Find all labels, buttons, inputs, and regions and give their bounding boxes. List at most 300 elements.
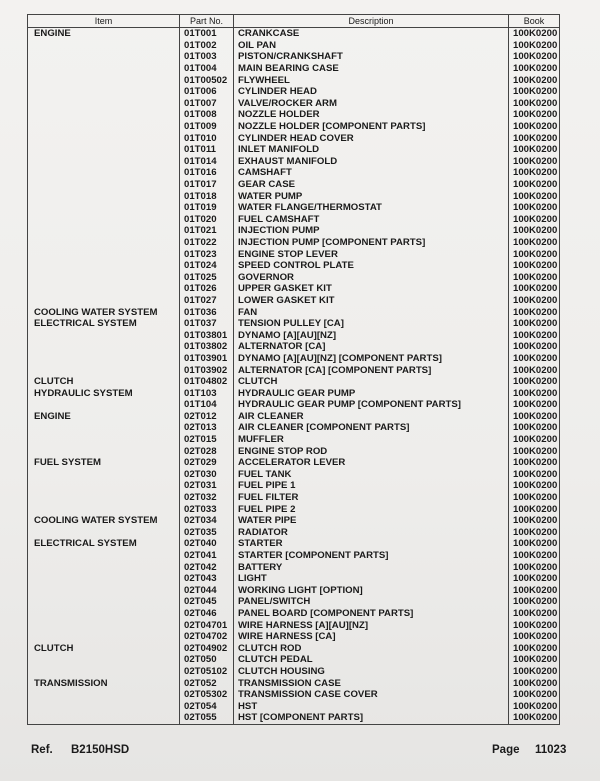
part-number-cell: 02T04902 <box>180 642 234 654</box>
book-cell: 100K0200 <box>509 515 560 527</box>
item-cell: HYDRAULIC SYSTEM <box>28 387 180 399</box>
parts-table <box>27 14 560 725</box>
description-cell: PANEL BOARD [COMPONENT PARTS] <box>234 608 509 620</box>
table-row <box>28 74 560 86</box>
table-row <box>28 480 560 492</box>
item-cell <box>28 202 180 214</box>
description-cell: INJECTION PUMP [COMPONENT PARTS] <box>234 237 509 249</box>
book-cell: 100K0200 <box>509 98 560 110</box>
part-number-cell: 02T012 <box>180 411 234 423</box>
part-number-cell: 01T03801 <box>180 329 234 341</box>
table-row <box>28 573 560 585</box>
book-cell: 100K0200 <box>509 422 560 434</box>
book-cell: 100K0200 <box>509 237 560 249</box>
part-number-cell: 01T002 <box>180 40 234 52</box>
part-number-cell: 01T027 <box>180 295 234 307</box>
book-cell: 100K0200 <box>509 295 560 307</box>
part-number-cell: 02T042 <box>180 561 234 573</box>
book-cell: 100K0200 <box>509 527 560 539</box>
description-cell: VALVE/ROCKER ARM <box>234 98 509 110</box>
part-number-cell: 01T009 <box>180 121 234 133</box>
description-cell: DYNAMO [A][AU][NZ] <box>234 329 509 341</box>
book-cell: 100K0200 <box>509 677 560 689</box>
description-cell: STARTER [COMPONENT PARTS] <box>234 550 509 562</box>
table-row <box>28 51 560 63</box>
book-cell: 100K0200 <box>509 550 560 562</box>
book-cell: 100K0200 <box>509 631 560 643</box>
book-cell: 100K0200 <box>509 503 560 515</box>
table-row <box>28 364 560 376</box>
book-cell: 100K0200 <box>509 109 560 121</box>
table-row <box>28 295 560 307</box>
part-number-cell: 02T054 <box>180 700 234 712</box>
item-cell <box>28 503 180 515</box>
part-number-cell: 02T045 <box>180 596 234 608</box>
table-row <box>28 538 560 550</box>
book-cell: 100K0200 <box>509 179 560 191</box>
item-cell <box>28 700 180 712</box>
item-cell: ELECTRICAL SYSTEM <box>28 538 180 550</box>
item-cell <box>28 364 180 376</box>
book-cell: 100K0200 <box>509 469 560 481</box>
description-cell: WIRE HARNESS [A][AU][NZ] <box>234 619 509 631</box>
table-row <box>28 585 560 597</box>
item-cell <box>28 550 180 562</box>
item-cell: TRANSMISSION <box>28 677 180 689</box>
part-number-cell: 02T046 <box>180 608 234 620</box>
item-cell: ELECTRICAL SYSTEM <box>28 318 180 330</box>
description-cell: NOZZLE HOLDER <box>234 109 509 121</box>
book-cell: 100K0200 <box>509 86 560 98</box>
part-number-cell: 01T022 <box>180 237 234 249</box>
item-cell <box>28 492 180 504</box>
book-cell: 100K0200 <box>509 492 560 504</box>
table-row <box>28 689 560 701</box>
description-cell: LOWER GASKET KIT <box>234 295 509 307</box>
description-cell: ENGINE STOP ROD <box>234 445 509 457</box>
header-part-no: Part No. <box>180 15 234 28</box>
description-cell: LIGHT <box>234 573 509 585</box>
book-cell: 100K0200 <box>509 666 560 678</box>
part-number-cell: 01T03802 <box>180 341 234 353</box>
description-cell: RADIATOR <box>234 527 509 539</box>
description-cell: INLET MANIFOLD <box>234 144 509 156</box>
item-cell <box>28 51 180 63</box>
book-cell: 100K0200 <box>509 341 560 353</box>
item-cell: CLUTCH <box>28 642 180 654</box>
part-number-cell: 01T006 <box>180 86 234 98</box>
table-row <box>28 190 560 202</box>
table-row <box>28 411 560 423</box>
part-number-cell: 02T052 <box>180 677 234 689</box>
description-cell: PISTON/CRANKSHAFT <box>234 51 509 63</box>
book-cell: 100K0200 <box>509 561 560 573</box>
description-cell: TRANSMISSION CASE COVER <box>234 689 509 701</box>
table-row <box>28 376 560 388</box>
description-cell: FUEL CAMSHAFT <box>234 214 509 226</box>
part-number-cell: 01T025 <box>180 271 234 283</box>
item-cell: ENGINE <box>28 28 180 40</box>
table-row <box>28 608 560 620</box>
table-row <box>28 341 560 353</box>
header-description: Description <box>234 15 509 28</box>
description-cell: FLYWHEEL <box>234 74 509 86</box>
part-number-cell: 01T016 <box>180 167 234 179</box>
header-book: Book <box>509 15 560 28</box>
book-cell: 100K0200 <box>509 318 560 330</box>
description-cell: MUFFLER <box>234 434 509 446</box>
book-cell: 100K0200 <box>509 271 560 283</box>
table-row <box>28 387 560 399</box>
book-cell: 100K0200 <box>509 306 560 318</box>
parts-table-body <box>28 28 560 725</box>
part-number-cell: 02T044 <box>180 585 234 597</box>
book-cell: 100K0200 <box>509 214 560 226</box>
item-cell <box>28 132 180 144</box>
book-cell: 100K0200 <box>509 121 560 133</box>
book-cell: 100K0200 <box>509 74 560 86</box>
item-cell <box>28 144 180 156</box>
description-cell: INJECTION PUMP <box>234 225 509 237</box>
part-number-cell: 01T007 <box>180 98 234 110</box>
part-number-cell: 01T037 <box>180 318 234 330</box>
part-number-cell: 01T024 <box>180 260 234 272</box>
item-cell: COOLING WATER SYSTEM <box>28 306 180 318</box>
book-cell: 100K0200 <box>509 28 560 40</box>
page-label: Page <box>492 744 520 756</box>
table-row <box>28 677 560 689</box>
book-cell: 100K0200 <box>509 225 560 237</box>
table-row <box>28 179 560 191</box>
item-cell <box>28 353 180 365</box>
table-row <box>28 550 560 562</box>
book-cell: 100K0200 <box>509 156 560 168</box>
part-number-cell: 01T023 <box>180 248 234 260</box>
item-cell: CLUTCH <box>28 376 180 388</box>
part-number-cell: 02T032 <box>180 492 234 504</box>
table-row <box>28 619 560 631</box>
table-row <box>28 132 560 144</box>
table-row <box>28 225 560 237</box>
description-cell: GOVERNOR <box>234 271 509 283</box>
description-cell: AIR CLEANER <box>234 411 509 423</box>
description-cell: FUEL PIPE 2 <box>234 503 509 515</box>
book-cell: 100K0200 <box>509 700 560 712</box>
description-cell: HYDRAULIC GEAR PUMP <box>234 387 509 399</box>
book-cell: 100K0200 <box>509 573 560 585</box>
book-cell: 100K0200 <box>509 167 560 179</box>
description-cell: FUEL PIPE 1 <box>234 480 509 492</box>
book-cell: 100K0200 <box>509 40 560 52</box>
table-header-row <box>28 15 560 28</box>
part-number-cell: 02T05302 <box>180 689 234 701</box>
book-cell: 100K0200 <box>509 376 560 388</box>
table-row <box>28 561 560 573</box>
table-row <box>28 214 560 226</box>
item-cell <box>28 179 180 191</box>
item-cell <box>28 225 180 237</box>
part-number-cell: 02T034 <box>180 515 234 527</box>
table-row <box>28 434 560 446</box>
description-cell: STARTER <box>234 538 509 550</box>
part-number-cell: 01T018 <box>180 190 234 202</box>
item-cell <box>28 156 180 168</box>
page-number: 11023 <box>535 744 567 756</box>
description-cell: PANEL/SWITCH <box>234 596 509 608</box>
book-cell: 100K0200 <box>509 399 560 411</box>
ref-label: Ref. <box>31 744 53 756</box>
item-cell <box>28 214 180 226</box>
header-item: Item <box>28 15 180 28</box>
item-cell <box>28 445 180 457</box>
item-cell <box>28 654 180 666</box>
part-number-cell: 02T040 <box>180 538 234 550</box>
item-cell: ENGINE <box>28 411 180 423</box>
description-cell: FAN <box>234 306 509 318</box>
table-row <box>28 445 560 457</box>
book-cell: 100K0200 <box>509 51 560 63</box>
part-number-cell: 02T028 <box>180 445 234 457</box>
book-cell: 100K0200 <box>509 538 560 550</box>
part-number-cell: 01T003 <box>180 51 234 63</box>
table-row <box>28 596 560 608</box>
item-cell: COOLING WATER SYSTEM <box>28 515 180 527</box>
description-cell: CRANKCASE <box>234 28 509 40</box>
description-cell: TRANSMISSION CASE <box>234 677 509 689</box>
table-row <box>28 156 560 168</box>
part-number-cell: 01T014 <box>180 156 234 168</box>
part-number-cell: 01T021 <box>180 225 234 237</box>
part-number-cell: 02T033 <box>180 503 234 515</box>
table-row <box>28 399 560 411</box>
book-cell: 100K0200 <box>509 654 560 666</box>
table-row <box>28 642 560 654</box>
part-number-cell: 02T04701 <box>180 619 234 631</box>
description-cell: WATER PIPE <box>234 515 509 527</box>
description-cell: ENGINE STOP LEVER <box>234 248 509 260</box>
description-cell: DYNAMO [A][AU][NZ] [COMPONENT PARTS] <box>234 353 509 365</box>
table-row <box>28 306 560 318</box>
description-cell: CLUTCH HOUSING <box>234 666 509 678</box>
table-row <box>28 167 560 179</box>
table-row <box>28 666 560 678</box>
book-cell: 100K0200 <box>509 353 560 365</box>
description-cell: CLUTCH PEDAL <box>234 654 509 666</box>
book-cell: 100K0200 <box>509 608 560 620</box>
description-cell: HYDRAULIC GEAR PUMP [COMPONENT PARTS] <box>234 399 509 411</box>
part-number-cell: 02T05102 <box>180 666 234 678</box>
book-cell: 100K0200 <box>509 260 560 272</box>
description-cell: SPEED CONTROL PLATE <box>234 260 509 272</box>
part-number-cell: 01T03901 <box>180 353 234 365</box>
part-number-cell: 02T041 <box>180 550 234 562</box>
description-cell: ALTERNATOR [CA] [COMPONENT PARTS] <box>234 364 509 376</box>
description-cell: ALTERNATOR [CA] <box>234 341 509 353</box>
table-row <box>28 283 560 295</box>
item-cell <box>28 260 180 272</box>
part-number-cell: 02T029 <box>180 457 234 469</box>
item-cell <box>28 167 180 179</box>
table-row <box>28 86 560 98</box>
book-cell: 100K0200 <box>509 712 560 724</box>
table-row <box>28 248 560 260</box>
item-cell <box>28 329 180 341</box>
item-cell <box>28 631 180 643</box>
part-number-cell: 02T043 <box>180 573 234 585</box>
table-row <box>28 422 560 434</box>
item-cell <box>28 399 180 411</box>
part-number-cell: 01T00502 <box>180 74 234 86</box>
description-cell: EXHAUST MANIFOLD <box>234 156 509 168</box>
part-number-cell: 01T026 <box>180 283 234 295</box>
part-number-cell: 01T020 <box>180 214 234 226</box>
part-number-cell: 02T055 <box>180 712 234 724</box>
table-row <box>28 28 560 40</box>
item-cell <box>28 248 180 260</box>
part-number-cell: 01T010 <box>180 132 234 144</box>
item-cell <box>28 98 180 110</box>
table-row <box>28 353 560 365</box>
part-number-cell: 01T004 <box>180 63 234 75</box>
item-cell <box>28 596 180 608</box>
table-row <box>28 63 560 75</box>
description-cell: WATER FLANGE/THERMOSTAT <box>234 202 509 214</box>
description-cell: FUEL FILTER <box>234 492 509 504</box>
part-number-cell: 02T031 <box>180 480 234 492</box>
description-cell: AIR CLEANER [COMPONENT PARTS] <box>234 422 509 434</box>
table-row <box>28 503 560 515</box>
book-cell: 100K0200 <box>509 387 560 399</box>
table-row <box>28 98 560 110</box>
ref-value: B2150HSD <box>71 744 130 756</box>
item-cell <box>28 666 180 678</box>
item-cell <box>28 283 180 295</box>
item-cell: FUEL SYSTEM <box>28 457 180 469</box>
description-cell: WORKING LIGHT [OPTION] <box>234 585 509 597</box>
book-cell: 100K0200 <box>509 619 560 631</box>
book-cell: 100K0200 <box>509 480 560 492</box>
item-cell <box>28 689 180 701</box>
description-cell: NOZZLE HOLDER [COMPONENT PARTS] <box>234 121 509 133</box>
item-cell <box>28 271 180 283</box>
description-cell: OIL PAN <box>234 40 509 52</box>
table-row <box>28 121 560 133</box>
part-number-cell: 01T104 <box>180 399 234 411</box>
item-cell <box>28 190 180 202</box>
book-cell: 100K0200 <box>509 190 560 202</box>
book-cell: 100K0200 <box>509 202 560 214</box>
item-cell <box>28 63 180 75</box>
item-cell <box>28 527 180 539</box>
item-cell <box>28 608 180 620</box>
description-cell: FUEL TANK <box>234 469 509 481</box>
item-cell <box>28 109 180 121</box>
part-number-cell: 01T04802 <box>180 376 234 388</box>
book-cell: 100K0200 <box>509 457 560 469</box>
item-cell <box>28 121 180 133</box>
part-number-cell: 01T017 <box>180 179 234 191</box>
item-cell <box>28 341 180 353</box>
page-footer <box>0 744 600 764</box>
item-cell <box>28 619 180 631</box>
item-cell <box>28 434 180 446</box>
book-cell: 100K0200 <box>509 283 560 295</box>
item-cell <box>28 573 180 585</box>
book-cell: 100K0200 <box>509 144 560 156</box>
book-cell: 100K0200 <box>509 63 560 75</box>
table-row <box>28 109 560 121</box>
part-number-cell: 01T008 <box>180 109 234 121</box>
description-cell: TENSION PULLEY [CA] <box>234 318 509 330</box>
item-cell <box>28 585 180 597</box>
part-number-cell: 01T036 <box>180 306 234 318</box>
description-cell: ACCELERATOR LEVER <box>234 457 509 469</box>
item-cell <box>28 712 180 724</box>
part-number-cell: 01T03902 <box>180 364 234 376</box>
table-row <box>28 515 560 527</box>
part-number-cell: 02T050 <box>180 654 234 666</box>
part-number-cell: 02T015 <box>180 434 234 446</box>
book-cell: 100K0200 <box>509 596 560 608</box>
description-cell: CAMSHAFT <box>234 167 509 179</box>
part-number-cell: 01T019 <box>180 202 234 214</box>
table-row <box>28 271 560 283</box>
table-row <box>28 144 560 156</box>
book-cell: 100K0200 <box>509 689 560 701</box>
description-cell: CYLINDER HEAD <box>234 86 509 98</box>
description-cell: UPPER GASKET KIT <box>234 283 509 295</box>
table-row <box>28 654 560 666</box>
item-cell <box>28 40 180 52</box>
table-row <box>28 631 560 643</box>
table-row <box>28 237 560 249</box>
part-number-cell: 01T103 <box>180 387 234 399</box>
table-row <box>28 492 560 504</box>
item-cell <box>28 480 180 492</box>
part-number-cell: 01T001 <box>180 28 234 40</box>
book-cell: 100K0200 <box>509 248 560 260</box>
table-row <box>28 260 560 272</box>
part-number-cell: 01T011 <box>180 144 234 156</box>
description-cell: BATTERY <box>234 561 509 573</box>
description-cell: CLUTCH <box>234 376 509 388</box>
item-cell <box>28 295 180 307</box>
item-cell <box>28 561 180 573</box>
item-cell <box>28 74 180 86</box>
item-cell <box>28 237 180 249</box>
table-row <box>28 712 560 724</box>
book-cell: 100K0200 <box>509 132 560 144</box>
description-cell: HST [COMPONENT PARTS] <box>234 712 509 724</box>
part-number-cell: 02T035 <box>180 527 234 539</box>
description-cell: HST <box>234 700 509 712</box>
book-cell: 100K0200 <box>509 642 560 654</box>
table-row <box>28 318 560 330</box>
part-number-cell: 02T04702 <box>180 631 234 643</box>
book-cell: 100K0200 <box>509 329 560 341</box>
book-cell: 100K0200 <box>509 364 560 376</box>
book-cell: 100K0200 <box>509 585 560 597</box>
description-cell: CLUTCH ROD <box>234 642 509 654</box>
description-cell: MAIN BEARING CASE <box>234 63 509 75</box>
table-row <box>28 469 560 481</box>
description-cell: WIRE HARNESS [CA] <box>234 631 509 643</box>
item-cell <box>28 422 180 434</box>
description-cell: WATER PUMP <box>234 190 509 202</box>
part-number-cell: 02T013 <box>180 422 234 434</box>
item-cell <box>28 86 180 98</box>
description-cell: GEAR CASE <box>234 179 509 191</box>
